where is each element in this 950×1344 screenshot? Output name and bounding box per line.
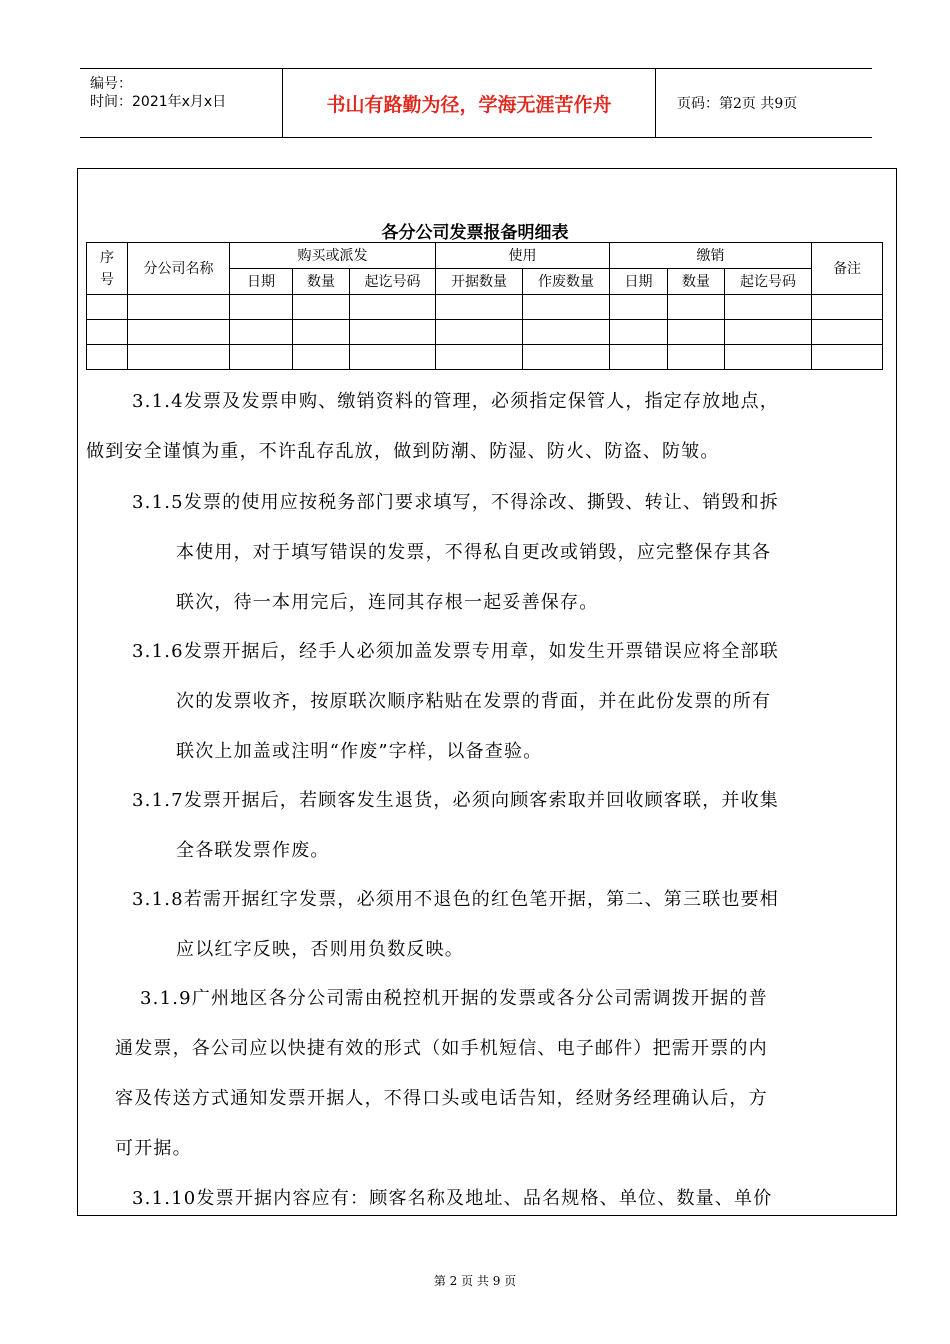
para-3-1-9-line-1: 3.1.9广州地区各分公司需由税控机开据的发票或各分公司需调拨开据的普 [140,988,768,1009]
header-page-info [665,69,872,137]
group-cancel: 缴销 [610,243,812,269]
header-meta [80,69,283,137]
para-3-1-7-line-1: 3.1.7发票开据后，若顾客发生退货，必须向顾客索取并回收顾客联，并收集 [132,790,779,811]
para-3-1-9-line-2: 通发票，各公司应以快捷有效的形式（如手机短信、电子邮件）把需开票的内 [115,1038,768,1059]
para-3-1-4-line-1: 3.1.4发票及发票申购、缴销资料的管理，必须指定保管人，指定存放地点， [132,391,779,412]
buy-range: 起讫号码 [350,269,436,295]
buy-date: 日期 [230,269,293,295]
para-3-1-8-line-1: 3.1.8若需开据红字发票，必须用不退色的红色笔开据，第二、第三联也要相 [132,889,779,910]
para-3-1-5-line-3: 联次，待一本用完后，连同其存根一起妥善保存。 [176,592,599,613]
table-row [87,295,883,320]
para-3-1-5-line-2: 本使用，对于填写错误的发票，不得私自更改或销毁，应完整保存其各 [176,542,772,563]
para-3-1-9-line-3: 容及传送方式通知发票开据人，不得口头或电话告知，经财务经理确认后，方 [115,1088,768,1109]
table-header-row-1 [87,243,883,269]
para-3-1-8-line-2: 应以红字反映，否则用负数反映。 [176,939,464,960]
para-3-1-10-line-1: 3.1.10发票开据内容应有：顾客名称及地址、品名规格、单位、数量、单价 [132,1188,773,1209]
invoice-filing-table [86,242,883,370]
table-title: 各分公司发票报备明细表 [381,223,569,243]
use-issued: 开据数量 [436,269,523,295]
para-3-1-7-line-2: 全各联发票作废。 [176,840,330,861]
table-row [87,345,883,370]
page-info-text: 页码：第2页 共9页 [677,96,798,112]
cancel-range: 起讫号码 [725,269,812,295]
para-3-1-6-line-1: 3.1.6发票开据后，经手人必须加盖发票专用章，如发生开票错误应将全部联 [132,641,779,662]
header-motto: 书山有路勤为径，学海无涯苦作舟 [283,69,656,137]
group-use: 使用 [436,243,610,269]
use-void: 作废数量 [523,269,610,295]
col-seq [87,243,128,295]
col-branch: 分公司名称 [128,243,230,295]
time-label: 时间：2021年x月x日 [90,94,227,110]
number-label: 编号： [90,76,132,92]
col-seq-label: 序 号 [100,249,114,288]
para-3-1-9-line-4: 可开据。 [115,1138,192,1159]
cancel-date: 日期 [610,269,668,295]
para-3-1-5-line-1: 3.1.5发票的使用应按税务部门要求填写，不得涂改、撕毁、转让、销毁和拆 [132,492,779,513]
group-buy: 购买或派发 [230,243,436,269]
para-3-1-4-line-2: 做到安全谨慎为重，不许乱存乱放，做到防潮、防湿、防火、防盗、防皱。 [86,441,720,462]
col-remark: 备注 [812,243,883,295]
cancel-qty: 数量 [668,269,725,295]
para-3-1-6-line-2: 次的发票收齐，按原联次顺序粘贴在发票的背面，并在此份发票的所有 [176,691,772,712]
table-row [87,320,883,345]
page-footer: 第 2 页 共 9 页 [433,1274,517,1288]
buy-qty: 数量 [293,269,350,295]
page-header [80,68,872,138]
para-3-1-6-line-3: 联次上加盖或注明“作废”字样，以备查验。 [176,741,543,762]
